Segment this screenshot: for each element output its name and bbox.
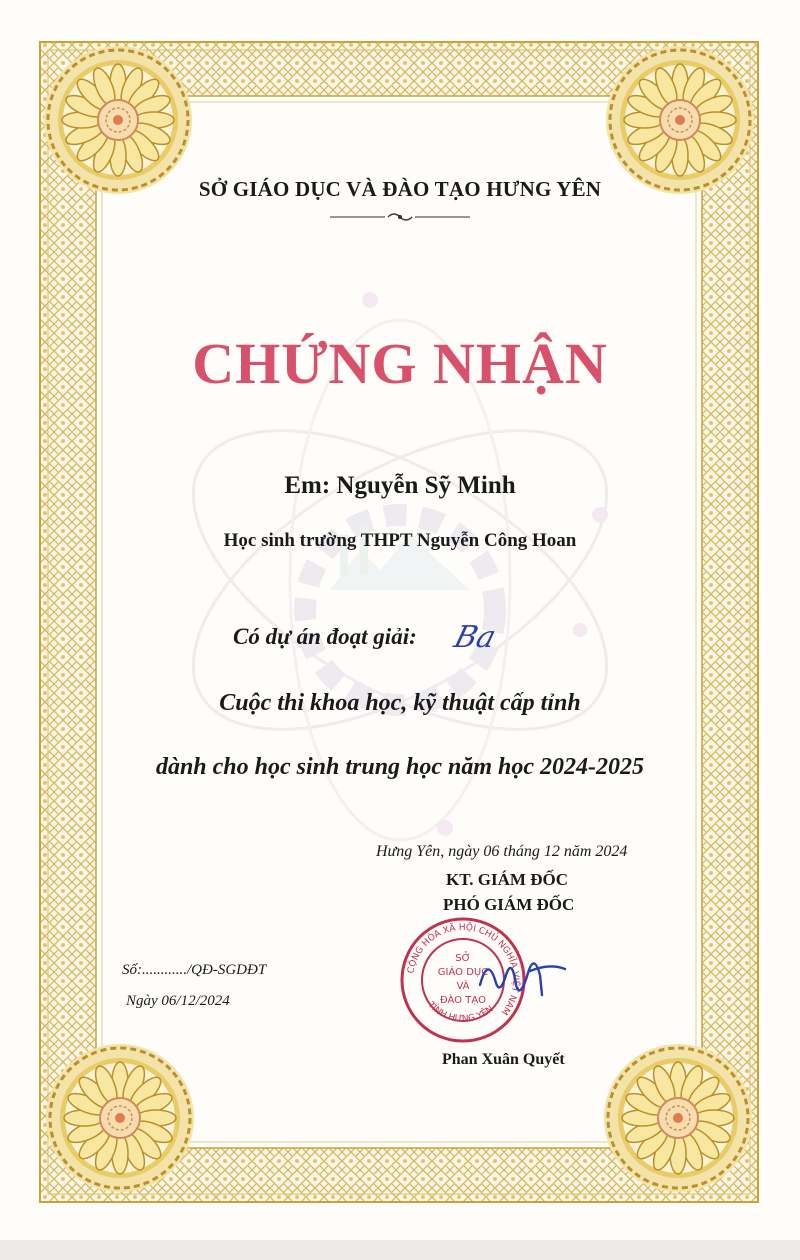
heading-divider — [330, 210, 470, 224]
signer-title-secondary: PHÓ GIÁM ĐỐC — [443, 895, 575, 914]
award-label: Có dự án đoạt giải: — [233, 624, 417, 649]
document-number: Số:............/QĐ-SGDĐT — [122, 962, 267, 978]
certificate-title: CHỨNG NHẬN — [192, 331, 608, 396]
flower-ornament-icon — [46, 1044, 194, 1192]
contest-name: Cuộc thi khoa học, kỹ thuật cấp tỉnh — [219, 690, 581, 716]
svg-text:TỈNH HƯNG YÊN: TỈNH HƯNG YÊN — [425, 1000, 496, 1025]
signature-scribble — [470, 945, 570, 1015]
document-date: Ngày 06/12/2024 — [126, 993, 230, 1009]
recipient-name: Em: Nguyễn Sỹ Minh — [284, 472, 516, 499]
recipient-school: Học sinh trường THPT Nguyễn Công Hoan — [223, 530, 577, 551]
svg-text:CỘNG HÒA XÃ HỘI CHỦ NGHĨA VIỆT: CỘNG HÒA XÃ HỘI CHỦ NGHĨA VIỆT NAM — [406, 922, 521, 1017]
issuer-heading: SỞ GIÁO DỤC VÀ ĐÀO TẠO HƯNG YÊN — [198, 177, 602, 201]
svg-text:SỞ: SỞ — [455, 953, 471, 964]
contest-audience-year: dành cho học sinh trung học năm học 2024-2025 — [155, 754, 645, 780]
flower-ornament-icon — [606, 46, 754, 194]
svg-text:ĐÀO TẠO: ĐÀO TẠO — [439, 995, 487, 1006]
svg-text:GIÁO DỤC: GIÁO DỤC — [437, 967, 489, 978]
place-date: Hưng Yên, ngày 06 tháng 12 năm 2024 — [376, 843, 628, 860]
signer-name: Phan Xuân Quyết — [442, 1051, 565, 1068]
signer-title-primary: KT. GIÁM ĐỐC — [446, 870, 568, 889]
flower-ornament-icon — [44, 46, 192, 194]
flower-ornament-icon — [604, 1044, 752, 1192]
svg-text:VÀ: VÀ — [456, 981, 470, 992]
page-bottom-strip — [0, 1240, 800, 1260]
award-value-handwritten: Ba — [450, 620, 500, 655]
